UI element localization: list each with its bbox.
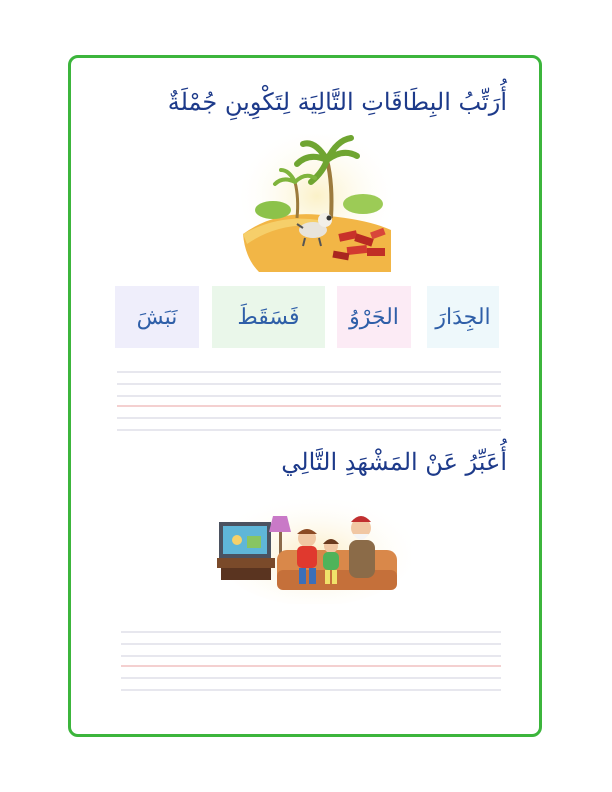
writing-lines-2[interactable] bbox=[121, 630, 501, 696]
word-card-4[interactable]: نَبَشَ bbox=[115, 286, 199, 348]
section1-title: أُرَتِّبُ البِطَاقَاتِ التَّالِيَة لِتَكْوِينِ جُمْلَةٌ bbox=[167, 88, 507, 116]
word-card-2[interactable]: الجَرْوُ bbox=[337, 286, 411, 348]
worksheet-frame bbox=[68, 55, 542, 737]
word-card-3[interactable]: فَسَقَطَ bbox=[212, 286, 325, 348]
section2-title: أُعَبِّرُ عَنْ المَشْهَدِ التَّالِي bbox=[281, 448, 507, 476]
family-tv-illustration bbox=[211, 486, 411, 604]
word-card-1[interactable]: الجِدَارَ bbox=[427, 286, 499, 348]
writing-lines-1[interactable] bbox=[117, 370, 501, 432]
puppy-wall-illustration bbox=[239, 134, 391, 272]
